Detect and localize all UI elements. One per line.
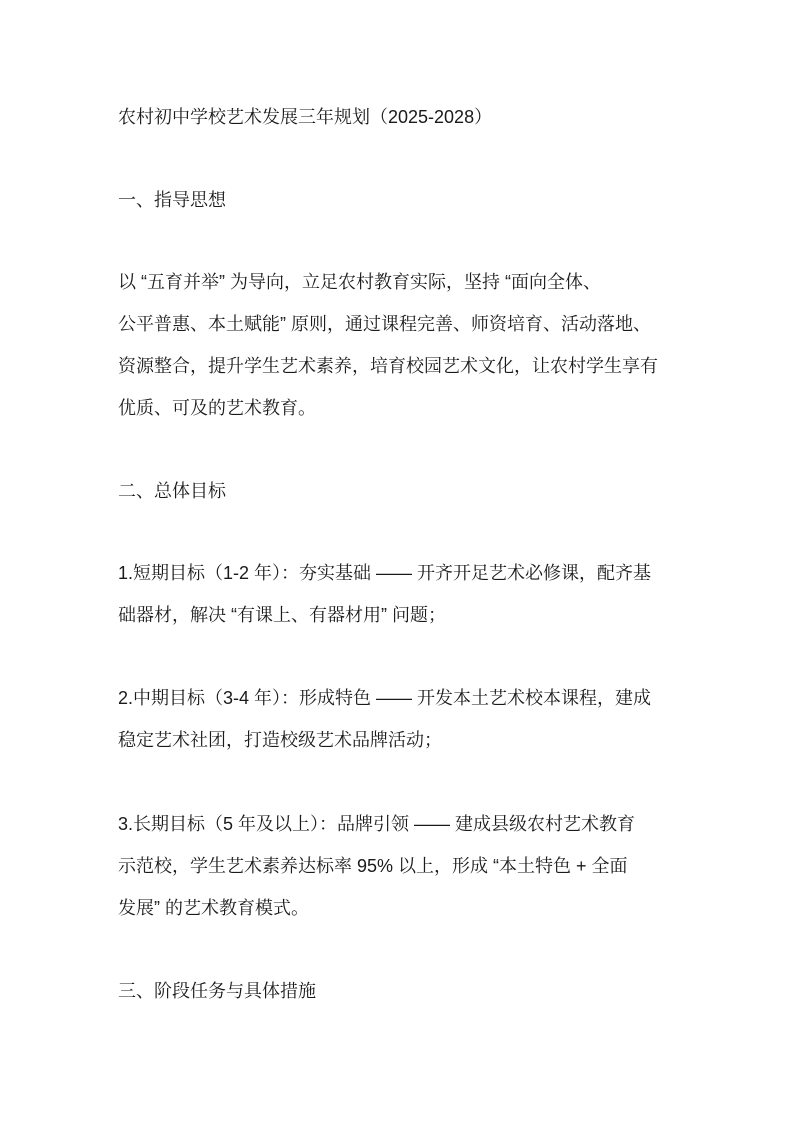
paragraph-line: 3.长期目标（5 年及以上）：品牌引领 —— 建成县级农村艺术教育	[118, 814, 636, 834]
paragraph-line: 资源整合，提升学生艺术素养，培育校园艺术文化，让农村学生享有	[118, 356, 658, 376]
paragraph-line: 稳定艺术社团，打造校级艺术品牌活动；	[118, 730, 442, 750]
paragraph-line: 2.中期目标（3-4 年）：形成特色 —— 开发本土艺术校本课程，建成	[118, 688, 652, 708]
paragraph-line: 公平普惠、本土赋能” 原则，通过课程完善、师资培育、活动落地、	[118, 314, 651, 334]
paragraph-line: 示范校，学生艺术素养达标率 95% 以上，形成 “本土特色 + 全面	[118, 856, 628, 876]
section-heading-overall-goals: 二、总体目标	[118, 481, 226, 501]
paragraph-line: 1.短期目标（1-2 年）：夯实基础 —— 开齐开足艺术必修课，配齐基	[118, 563, 652, 583]
paragraph-line: 发展” 的艺术教育模式。	[118, 898, 309, 918]
paragraph-line: 优质、可及的艺术教育。	[118, 398, 316, 418]
paragraph-line: 以 “五育并举” 为导向，立足农村教育实际，坚持 “面向全体、	[118, 272, 601, 292]
section-heading-stage-tasks: 三、阶段任务与具体措施	[118, 981, 316, 1001]
section-heading-guiding-ideology: 一、指导思想	[118, 190, 226, 210]
document-title: 农村初中学校艺术发展三年规划（2025-2028）	[118, 107, 493, 127]
paragraph-line: 础器材，解决 “有课上、有器材用” 问题；	[118, 605, 446, 625]
